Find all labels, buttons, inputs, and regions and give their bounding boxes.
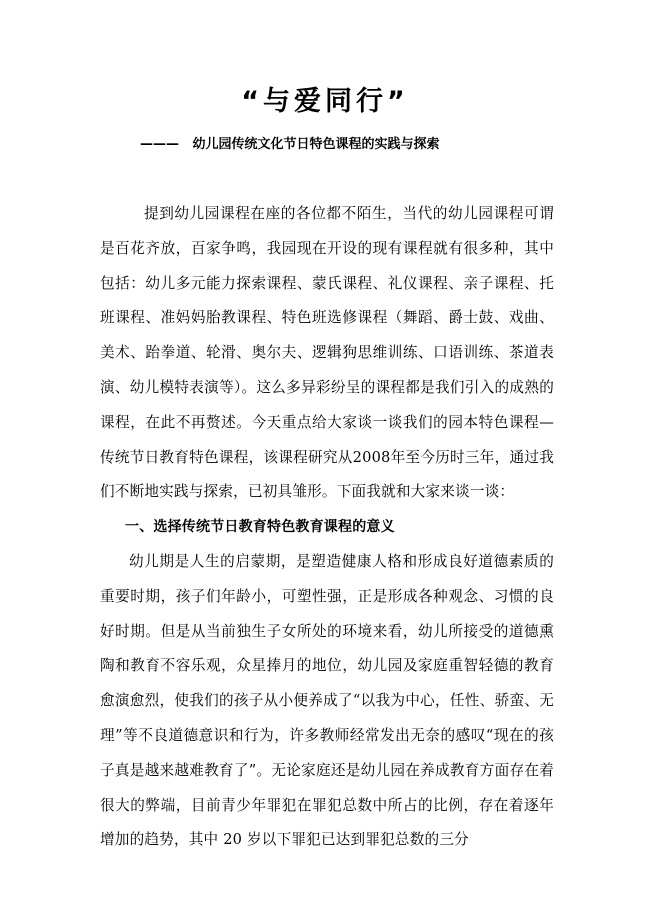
intro-paragraph: 提到幼儿园课程在座的各位都不陌生，当代的幼儿园课程可谓是百花齐放，百家争鸣，我园现在开设的现有课程就有很多种，其中包括：幼儿多元能力探索课程、蒙氏课程、礼仪课程、亲子课程、托班课程、准妈妈胎教课程、特色班选修课程（舞蹈、爵士鼓、戏曲、美术、跆拳道、轮滑、奥尔夫、逻辑狗思维训练、口语训练、茶道表演、幼儿模特表演等）。这么多异彩纷呈的课程都是我们引入的成熟的课程，在此不再赘述。今天重点给大家谈一谈我们的园本特色课程— 传统节日教育特色课程，该课程研究从2008年至今历时三年，通过我们不断地实践与探索，已初具雏形。下面我就和大家来谈一谈： bbox=[100, 205, 554, 501]
document-body bbox=[100, 197, 554, 858]
subtitle-dash: ——— bbox=[140, 137, 179, 152]
section-paragraph: 幼儿期是人生的启蒙期，是塑造健康人格和形成良好道德素质的重要时期，孩子们年龄小，可塑性强，正是形成各种观念、习惯的良好时期。但是从当前独生子女所处的环境来看，幼儿所接受的道德熏陶和教育不容乐观，众星捧月的地位，幼儿园及家庭重智轻德的教育愈演愈烈，使我们的孩子从小便养成了“以我为中心，任性、骄蛮、无理”等不良道德意识和行为，许多教师经常发出无奈的感叹“现在的孩子真是越来越难教育了”。无论家庭还是幼儿园在养成教育方面存在着很大的弊端，目前青少年罪犯在罪犯总数中所占的比例，存在着逐年增加的趋势，其中 20 岁以下罪犯已达到罪犯总数的三分 bbox=[100, 552, 554, 849]
document-subtitle bbox=[140, 136, 560, 154]
document-title: “与爱同行” bbox=[241, 86, 409, 117]
subtitle-text: 幼儿园传统文化节日特色课程的实践与探索 bbox=[192, 137, 440, 152]
section-heading: 一、选择传统节日教育特色教育课程的意义 bbox=[125, 519, 395, 536]
